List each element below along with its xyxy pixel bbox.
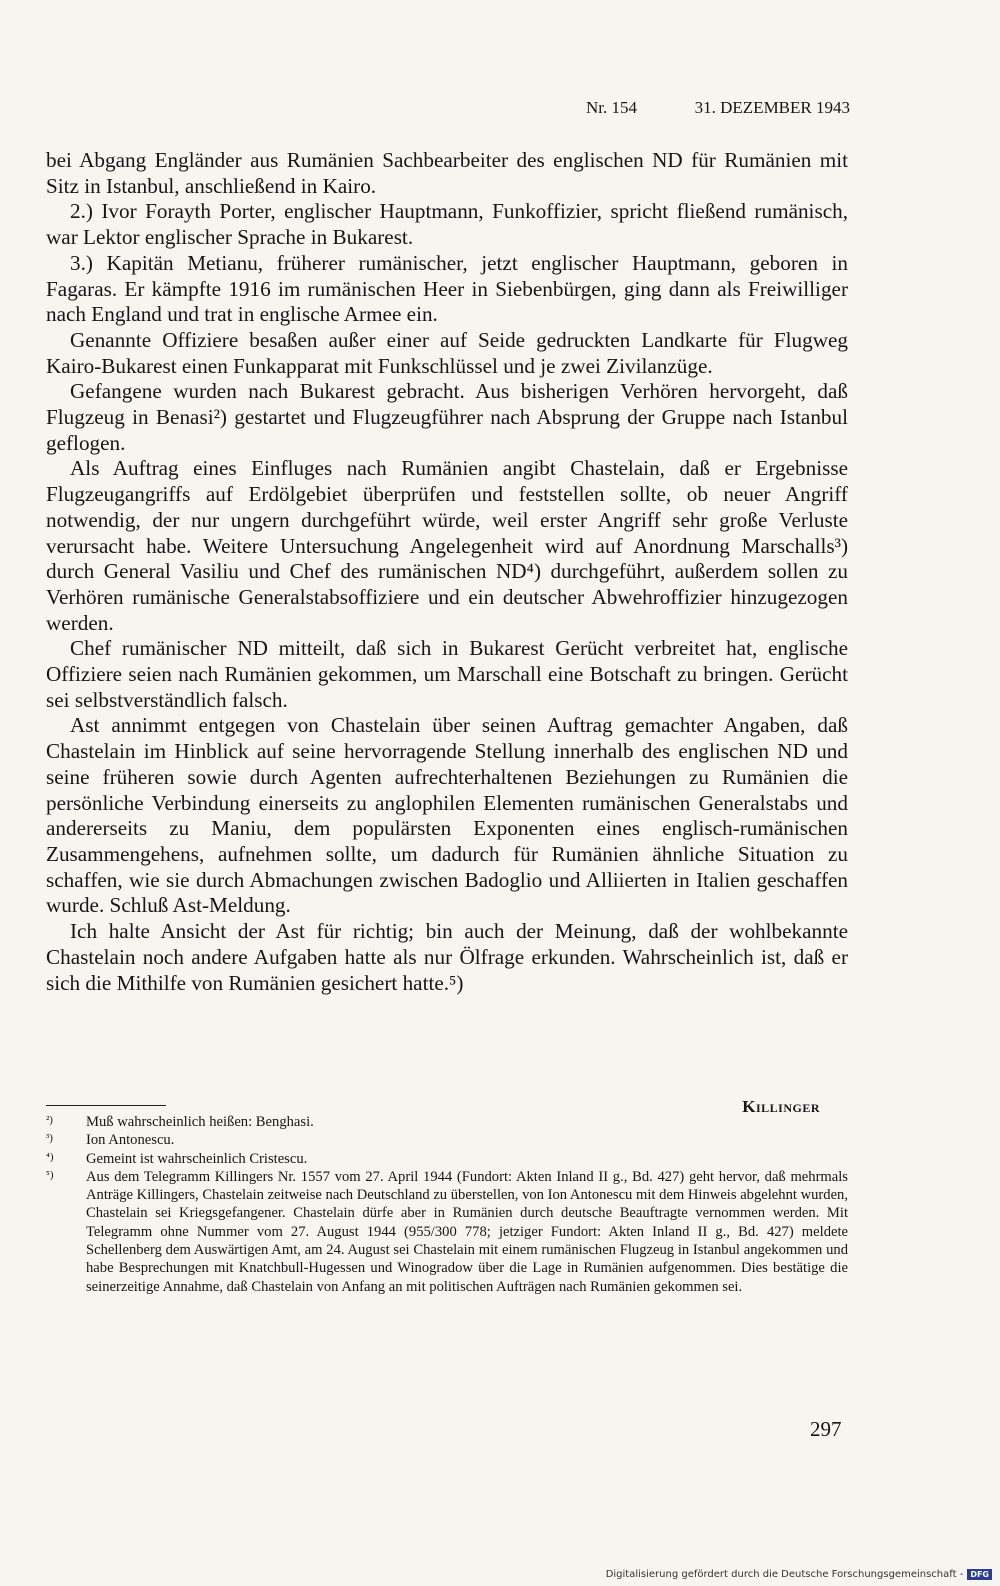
footnote bbox=[46, 1168, 848, 1296]
footnote-text: Gemeint ist wahrscheinlich Cristescu. bbox=[86, 1150, 308, 1167]
paragraph: Als Auftrag eines Einfluges nach Rumänien angibt Chastelain, daß er Ergebnisse Flugzeugangriffs auf Erdölgebiet überprüfen und feststellen sollte, ob neuer Angriff notwendig, der nur ungern durchgeführt würde, weil erster Angriff sehr große Verluste verursacht habe. Weitere Untersuchung Angelegenheit wird auf Anordnung Marschalls³) durch General Vasiliu und Chef des rumänischen ND⁴) durchgeführt, außerdem sollen zu Verhören rumänische Generalstabsoffiziere und ein deutscher Abwehroffizier hinzugezogen werden. bbox=[46, 456, 848, 635]
footnote bbox=[46, 1113, 848, 1131]
paragraph: Ast annimmt entgegen von Chastelain über seinen Auftrag gemachter Angaben, daß Chastelain im Hinblick auf seine hervorragende Stellung innerhalb des englischen ND und seine früheren sowie durch Agenten aufrechterhaltenen Beziehungen zu Rumänien die persönliche Verbindung einerseits zu anglophilen Elementen rumänischen Generalstabs und andererseits zu Maniu, dem populärsten Exponenten eines englisch-rumänischen Zusammengehens, aufnehmen sollte, um dadurch für Rumänien ähnliche Situation zu schaffen, wie sie durch Abmachungen zwischen Badoglio und Alliierten in Italien geschaffen wurde. Schluß Ast-Meldung. bbox=[46, 713, 848, 918]
running-header bbox=[586, 98, 850, 118]
digitization-credit bbox=[606, 1569, 992, 1580]
document-number: Nr. 154 bbox=[586, 98, 637, 117]
footnote-text: Aus dem Telegramm Killingers Nr. 1557 vom 27. April 1944 (Fundort: Akten Inland II g., Bd. 427) geht hervor, daß mehrmals Anträge Killingers, Chastelain zeitweise nach Deutschland zu überstellen, von Ion Antonescu mit dem Hinweis abgelehnt wurden, Chastelain sei Kriegsgefangener. Chastelain dürfe aber in Rumänien durch deutsche Beauftragte vernommen werden. Mit Telegramm ohne Nummer vom 27. August 1944 (955/300 778; jetziger Fundort: Akten Inland II g., Bd. 427) meldete Schellenberg dem Auswärtigen Amt, am 24. August sei Chastelain mit einem rumänischen Flugzeug in Istanbul angekommen und habe Besprechungen mit Knatchbull-Hugessen und Winogradow über die Lage in Rumänien aufgenommen. Dies bestätige die seinerzeitige Annahme, daß Chastelain von Anfang an mit politischen Aufträgen nach Rumänien gekommen sei. bbox=[86, 1168, 848, 1295]
footnote-number: ²) bbox=[46, 1114, 53, 1126]
footnote-number: ⁵) bbox=[46, 1168, 54, 1181]
paragraph: Genannte Offiziere besaßen außer einer auf Seide gedruckten Landkarte für Flugweg Kairo-Bukarest einen Funkapparat mit Funkschlüssel und je zwei Zivilanzüge. bbox=[46, 327, 848, 378]
paragraph: 3.) Kapitän Metianu, früherer rumänischer, jetzt englischer Hauptmann, geboren in Fagaras. Er kämpfte 1916 im rumänischen Heer in Siebenbürgen, ging dann als Freiwilliger nach England und trat in englische Armee ein. bbox=[46, 250, 848, 327]
footnotes bbox=[46, 1113, 848, 1296]
dfg-logo: DFG bbox=[967, 1569, 992, 1580]
footnote-number: ⁴) bbox=[46, 1150, 54, 1163]
footnote-number: ³) bbox=[46, 1132, 53, 1145]
paragraph: bei Abgang Engländer aus Rumänien Sachbearbeiter des englischen ND für Rumänien mit Sitz in Istanbul, anschließend in Kairo. bbox=[46, 148, 848, 198]
page-number: 297 bbox=[810, 1417, 842, 1441]
body-text bbox=[46, 148, 848, 996]
footnote bbox=[46, 1131, 848, 1149]
credit-text: Digitalisierung gefördert durch die Deutsche Forschungsgemeinschaft - bbox=[605, 1569, 964, 1580]
paragraph: Gefangene wurden nach Bukarest gebracht. Aus bisherigen Verhören hervorgeht, daß Flugzeug in Benasi²) gestartet und Flugzeugführer nach Absprung der Gruppe nach Istanbul geflogen. bbox=[46, 379, 848, 455]
paragraph: Ich halte Ansicht der Ast für richtig; bin auch der Meinung, daß der wohlbekannte Chastelain noch andere Aufgaben hatte als nur Ölfrage erkunden. Wahrscheinlich ist, daß er sich die Mithilfe von Rumänien gesichert hatte.⁵) bbox=[46, 919, 848, 995]
footnote-divider bbox=[46, 1105, 166, 1106]
signature: Killinger bbox=[742, 1097, 820, 1116]
footnote-text: Muß wahrscheinlich heißen: Benghasi. bbox=[86, 1114, 314, 1130]
header-date: 31. DEZEMBER 1943 bbox=[694, 98, 850, 117]
paragraph: 2.) Ivor Forayth Porter, englischer Hauptmann, Funkoffizier, spricht fließend rumänisch, war Lektor englischer Sprache in Bukarest. bbox=[46, 199, 848, 250]
footnote-text: Ion Antonescu. bbox=[86, 1132, 175, 1149]
paragraph: Chef rumänischer ND mitteilt, daß sich in Bukarest Gerücht verbreitet hat, englische Offiziere seien nach Rumänien gekommen, um Marschall eine Botschaft zu bringen. Gerücht sei selbstverständlich falsch. bbox=[46, 636, 848, 712]
footnote bbox=[46, 1150, 848, 1168]
